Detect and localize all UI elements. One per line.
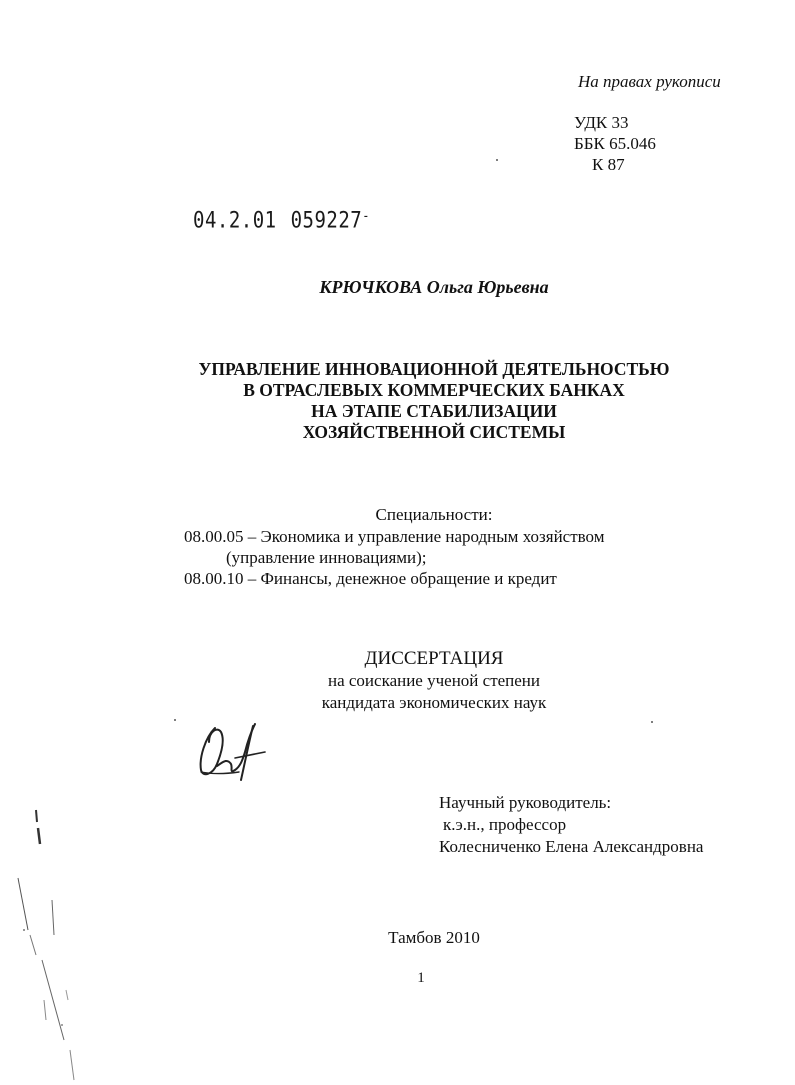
specialty-line: 08.00.05 – Экономика и управление народным хозяйством xyxy=(184,527,605,546)
dissertation-purpose: на соискание ученой степени xyxy=(327,671,541,690)
title-line: В ОТРАСЛЕВЫХ КОММЕРЧЕСКИХ БАНКАХ xyxy=(243,380,625,400)
manuscript-rights-note: На правах рукописи xyxy=(578,72,721,91)
advisor-label: Научный руководитель: xyxy=(439,793,612,812)
author-mark: К 87 xyxy=(592,155,625,174)
dissertation-degree: кандидата экономических наук xyxy=(321,693,547,712)
advisor-degree: к.э.н., профессор xyxy=(443,815,567,834)
title-line: УПРАВЛЕНИЕ ИННОВАЦИОННОЙ ДЕЯТЕЛЬНОСТЬЮ xyxy=(198,359,670,379)
specialty-line: 08.00.10 – Финансы, денежное обращение и кредит xyxy=(184,569,557,588)
dissertation-type: ДИССЕРТАЦИЯ xyxy=(364,648,504,669)
stamp-part-1: 04.2.01 xyxy=(193,208,277,234)
place-year: Тамбов 2010 xyxy=(388,928,480,947)
page-number: 1 xyxy=(417,970,425,986)
specialties-heading: Специальности: xyxy=(375,505,493,524)
bbk-code: ББК 65.046 xyxy=(574,134,656,153)
udk-code: УДК 33 xyxy=(574,113,629,132)
specialty-line: (управление инновациями); xyxy=(226,548,427,567)
title-line: ХОЗЯЙСТВЕННОЙ СИСТЕМЫ xyxy=(302,422,566,442)
author-name: КРЮЧКОВА Ольга Юрьевна xyxy=(319,277,549,297)
stamp-part-2: 059227 xyxy=(290,208,363,234)
registration-stamp: 04.2.01 059227- xyxy=(193,208,370,234)
advisor-name: Колесниченко Елена Александровна xyxy=(439,837,704,856)
title-line: НА ЭТАПЕ СТАБИЛИЗАЦИИ xyxy=(311,401,557,421)
